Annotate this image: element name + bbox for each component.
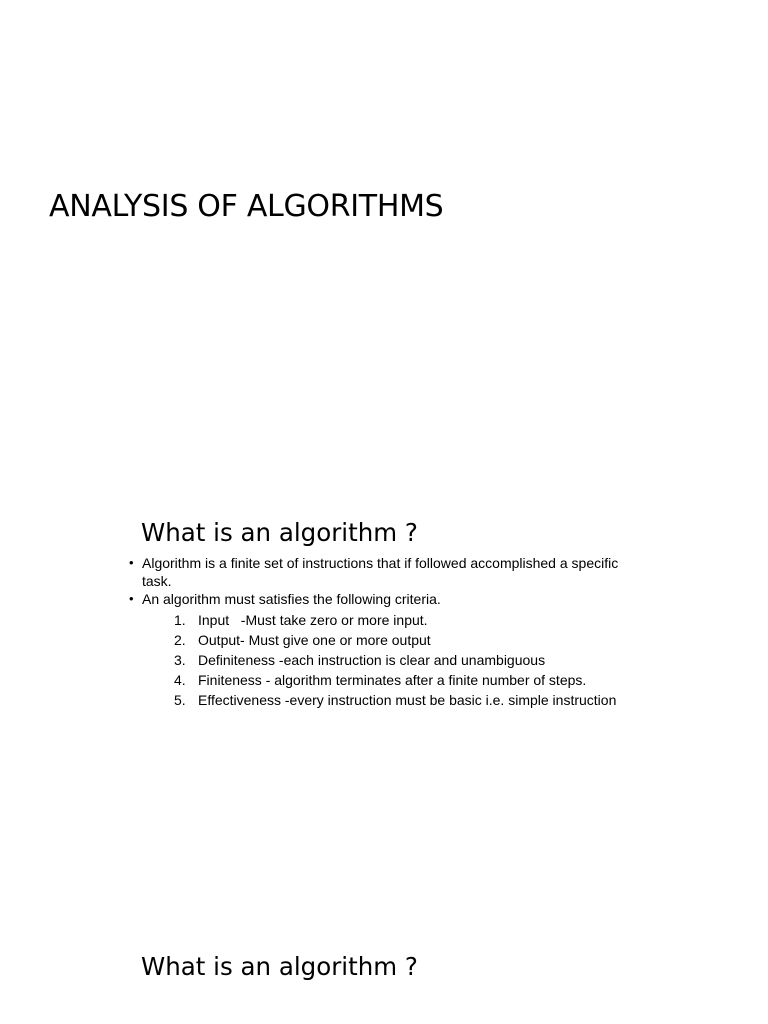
- bullet-icon: •: [129, 591, 134, 606]
- criteria-text: Output- Must give one or more output: [198, 632, 431, 648]
- bullet-text: Algorithm is a finite set of instructions that if followed accomplished a specific task.: [142, 555, 619, 589]
- bullet-icon: •: [129, 555, 134, 570]
- criteria-item: [170, 670, 624, 690]
- criteria-number: 1.: [174, 612, 186, 628]
- bullet-item: [128, 554, 638, 590]
- criteria-number: 3.: [174, 652, 186, 668]
- criteria-item: [170, 610, 624, 630]
- slide-heading: What is an algorithm ?: [141, 952, 418, 981]
- bullet-item: [128, 590, 638, 710]
- criteria-number: 4.: [174, 672, 186, 688]
- criteria-text: Effectiveness -every instruction must be basic i.e. simple instruction: [198, 692, 617, 708]
- criteria-number: 5.: [174, 692, 186, 708]
- criteria-item: [170, 690, 624, 710]
- slide-heading: What is an algorithm ?: [141, 518, 418, 547]
- criteria-text: Definiteness -each instruction is clear and unambiguous: [198, 652, 546, 668]
- page-title: ANALYSIS OF ALGORITHMS: [49, 189, 444, 224]
- criteria-text: Finiteness - algorithm terminates after a finite number of steps.: [198, 672, 587, 688]
- criteria-item: [170, 650, 624, 670]
- bullet-text: An algorithm must satisfies the following criteria.: [142, 591, 441, 607]
- criteria-list: [170, 610, 624, 710]
- criteria-number: 2.: [174, 632, 186, 648]
- criteria-text: Input -Must take zero or more input.: [198, 612, 428, 628]
- bullet-list: [128, 554, 638, 710]
- criteria-item: [170, 630, 624, 650]
